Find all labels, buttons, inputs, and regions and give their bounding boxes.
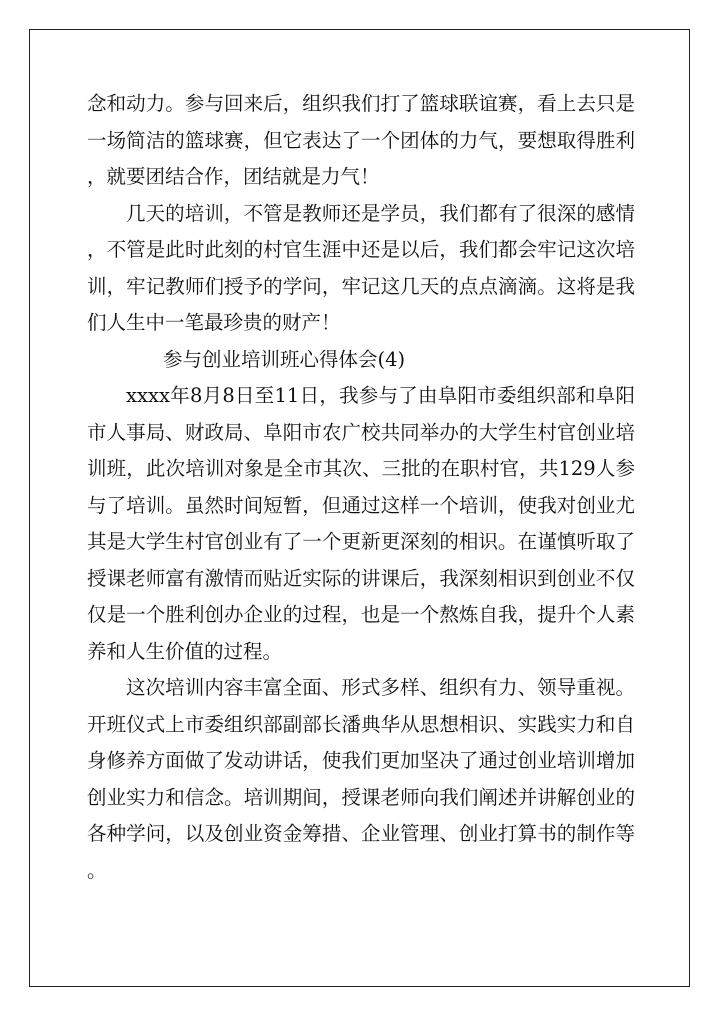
paragraph-continuation: 念和动力。参与回来后，组织我们打了篮球联谊赛，看上去只是一场简洁的篮球赛，但它表达了一个团体的力气，要想取得胜利，就要团结合作，团结就是力气！	[87, 92, 635, 188]
section-heading: 参与创业培训班心得体会(4)	[163, 347, 406, 371]
paragraph-training-intro: xxxx年8月8日至11日，我参与了由阜阳市委组织部和阜阳市人事局、财政局、阜阳市农广校共同举办的大学生村官创业培训班，此次培训对象是全市其次、三批的在职村官，共129人参与了培训。虽然时间短暂，但通过这样一个培训，使我对创业尤其是大学生村官创业有了一个更新更深刻的相识。在谨慎听取了授课老师富有激情而贴近实际的讲课后，我深刻相识到创业不仅仅是一个胜利创办企业的过程，也是一个熬炼自我，提升个人素养和人生价值的过程。	[87, 384, 635, 663]
document-body	[87, 86, 635, 889]
paragraph-training-feelings: 几天的培训，不管是教师还是学员，我们都有了很深的感情，不管是此时此刻的村官生涯中还是以后，我们都会牢记这次培训，牢记教师们授予的学问，牢记这几天的点点滴滴。这将是我们人生中一笔最珍贵的财产！	[87, 201, 635, 334]
paragraph-training-content: 这次培训内容丰富全面、形式多样、组织有力、领导重视。开班仪式上市委组织部副部长潘典华从思想相识、实践实力和自身修养方面做了发动讲话，使我们更加坚决了通过创业培训增加创业实力和信念。培训期间，授课老师向我们阐述并讲解创业的各种学问，以及创业资金筹措、企业管理、创业打算书的制作等。	[87, 676, 635, 882]
